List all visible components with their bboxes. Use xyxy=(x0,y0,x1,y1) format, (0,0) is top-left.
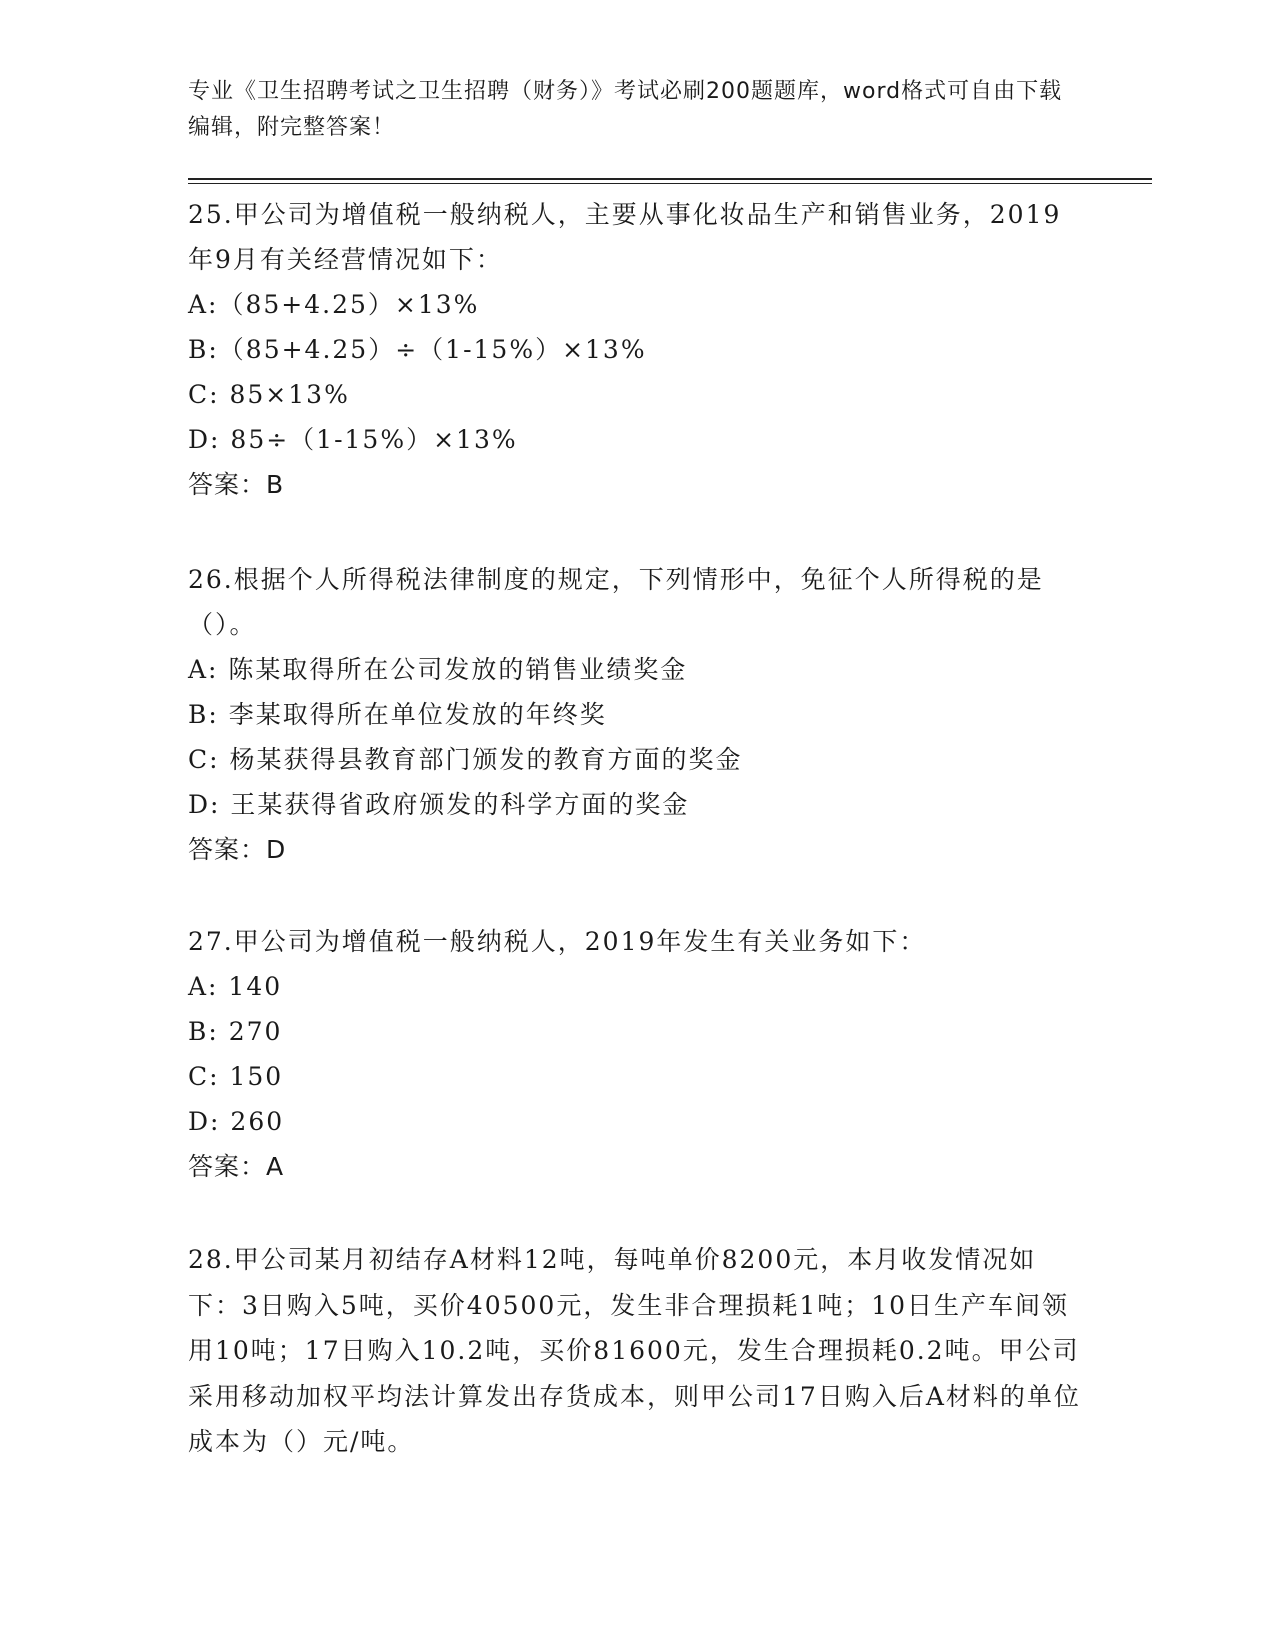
option-a: A:（85+4.25）×13% xyxy=(188,290,480,319)
answer: 答案：B xyxy=(188,470,285,499)
document-header: 专业《卫生招聘考试之卫生招聘（财务）》考试必刷200题题库，word格式可自由下载编辑，附完整答案！ xyxy=(188,79,1063,140)
option-b: B:（85+4.25）÷（1-15%）×13% xyxy=(188,335,647,364)
option-d: D: 260 xyxy=(188,1107,285,1136)
question-26 xyxy=(188,557,1088,873)
question-27 xyxy=(188,919,1088,1190)
option-b: B: 270 xyxy=(188,1017,283,1046)
option-c: C: 150 xyxy=(188,1062,284,1091)
option-a: A: 陈某取得所在公司发放的销售业绩奖金 xyxy=(188,655,688,684)
option-d: D: 王某获得省政府颁发的科学方面的奖金 xyxy=(188,790,690,819)
question-25 xyxy=(188,192,1088,508)
header-rule-thin xyxy=(188,183,1152,184)
question-stem: 27.甲公司为增值税一般纳税人，2019年发生有关业务如下： xyxy=(188,927,927,956)
option-c: C: 85×13% xyxy=(188,380,350,409)
answer: 答案：D xyxy=(188,835,287,864)
question-stem: 28.甲公司某月初结存A材料12吨，每吨单价8200元，本月收发情况如下：3日购入5吨，买价40500元，发生非合理损耗1吨；10日生产车间领用10吨；17日购入10.2吨，买价81600元，发生合理损耗0.2吨。甲公司采用移动加权平均法计算发出存货成本，则甲公司17日购入后A材料的单位成本为（）元/吨。 xyxy=(188,1245,1081,1456)
question-stem: 25.甲公司为增值税一般纳税人，主要从事化妆品生产和销售业务，2019年9月有关经营情况如下： xyxy=(188,200,1062,274)
header-rule-thick xyxy=(188,178,1152,180)
option-a: A: 140 xyxy=(188,972,283,1001)
answer: 答案：A xyxy=(188,1152,285,1181)
question-stem: 26.根据个人所得税法律制度的规定，下列情形中，免征个人所得税的是（）。 xyxy=(188,565,1044,639)
option-c: C: 杨某获得县教育部门颁发的教育方面的奖金 xyxy=(188,745,743,774)
question-28 xyxy=(188,1237,1088,1465)
option-d: D: 85÷（1-15%）×13% xyxy=(188,425,518,454)
option-b: B: 李某取得所在单位发放的年终奖 xyxy=(188,700,607,729)
